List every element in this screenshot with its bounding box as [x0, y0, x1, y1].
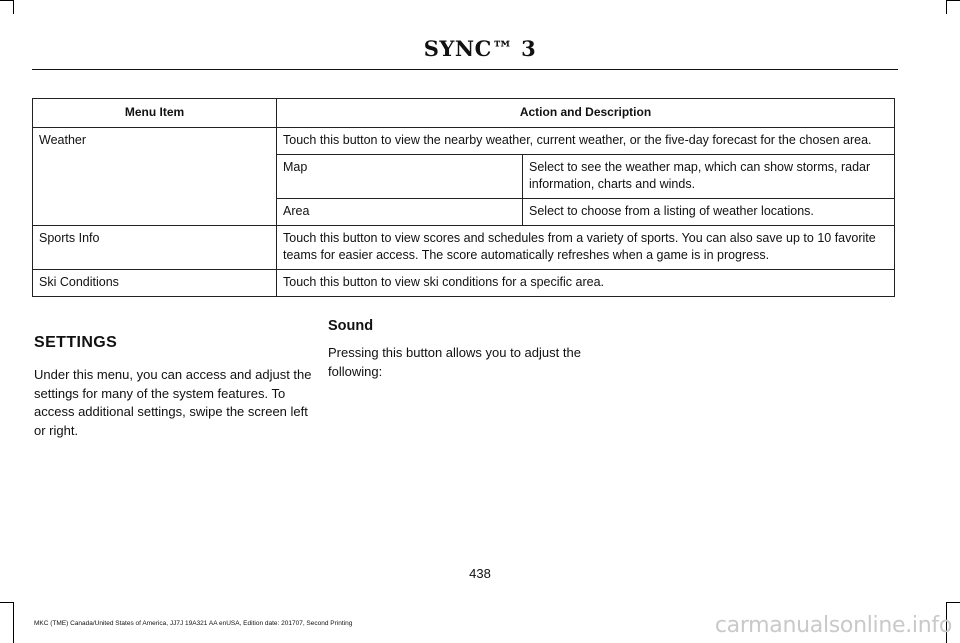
sub-description-map: Select to see the weather map, which can show storms, radar information, charts and winds. — [523, 155, 895, 199]
crop-mark — [0, 0, 14, 1]
sound-heading: Sound — [328, 318, 374, 334]
sub-item-map: Map — [277, 155, 523, 199]
settings-heading: SETTINGS — [34, 334, 118, 351]
sub-item-area: Area — [277, 199, 523, 226]
edition-footer: MKC (TME) Canada/United States of America, JJ7J 19A321 AA enUSA, Edition date: 201707, Second Printing — [34, 620, 353, 627]
crop-mark — [946, 602, 960, 603]
settings-paragraph: Under this menu, you can access and adjust the settings for many of the system features. To access additional settings, swipe the screen left or right. — [34, 367, 312, 438]
sound-paragraph: Pressing this button allows you to adjust the following: — [328, 345, 581, 379]
watermark: carmanualsonline.info — [714, 613, 952, 638]
table-row — [33, 226, 895, 270]
header-rule — [32, 69, 898, 70]
crop-mark — [946, 0, 947, 14]
menu-item-ski-conditions: Ski Conditions — [33, 270, 277, 297]
crop-mark — [13, 602, 14, 643]
page-number: 438 — [469, 566, 491, 581]
description-ski-conditions: Touch this button to view ski conditions for a specific area. — [277, 270, 895, 297]
crop-mark — [946, 0, 960, 1]
page-header-title: SYNC™ 3 — [423, 36, 537, 61]
description-weather: Touch this button to view the nearby weather, current weather, or the five-day forecast for the chosen area. — [277, 128, 895, 155]
table-row — [33, 270, 895, 297]
table-header-row — [33, 99, 895, 128]
description-sports-info: Touch this button to view scores and schedules from a variety of sports. You can also save up to 10 favorite teams for easier access. The score automatically refreshes when a game is in progress. — [277, 226, 895, 270]
column-header-menu-item: Menu Item — [33, 99, 277, 128]
sub-description-area: Select to choose from a listing of weather locations. — [523, 199, 895, 226]
menu-item-sports-info: Sports Info — [33, 226, 277, 270]
table-row — [33, 128, 895, 155]
menu-item-weather: Weather — [33, 128, 277, 226]
crop-mark — [0, 602, 14, 603]
menu-table — [32, 98, 895, 297]
crop-mark — [13, 0, 14, 14]
column-header-action: Action and Description — [277, 99, 895, 128]
